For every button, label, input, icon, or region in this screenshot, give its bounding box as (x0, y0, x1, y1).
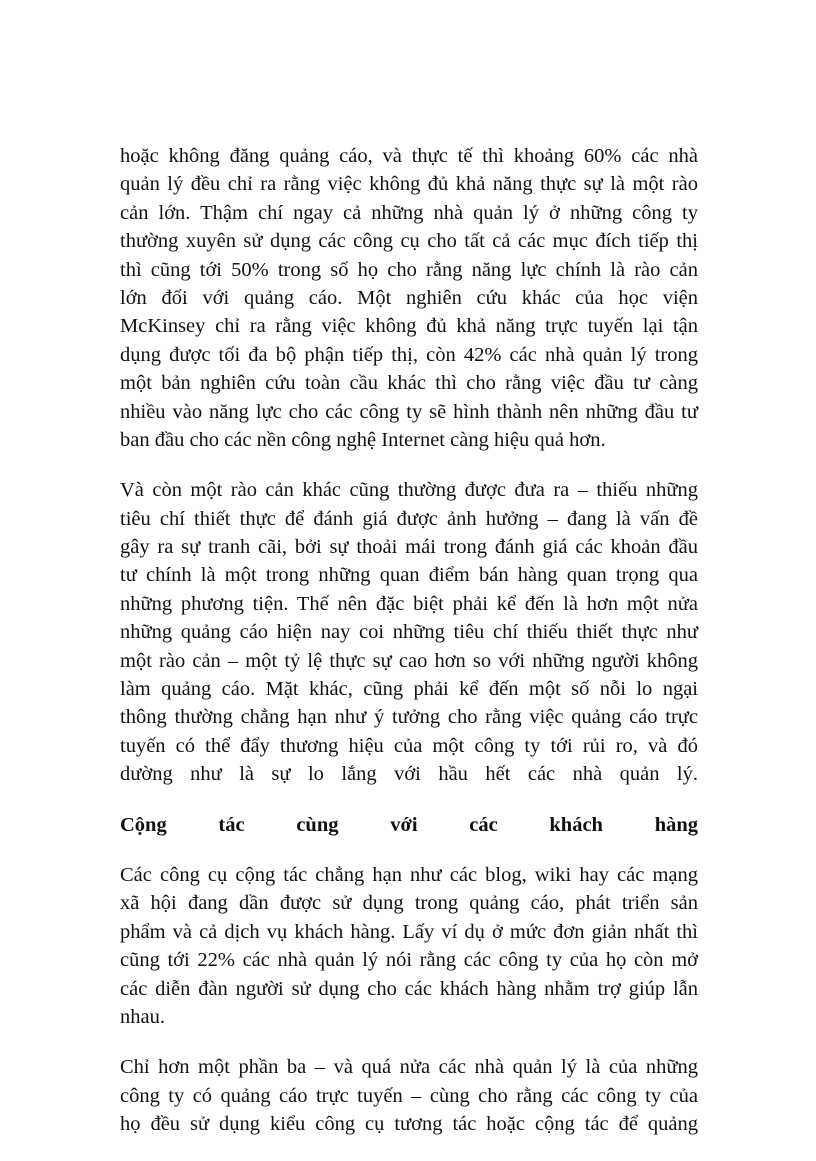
text-line: công ty có quảng cáo trực tuyến – cùng cho rằng các công ty của (120, 1084, 698, 1107)
section-heading (120, 811, 698, 839)
text-line: hoặc không đăng quảng cáo, và thực tế thì khoảng 60% các nhà (120, 145, 698, 167)
paragraph-1 (120, 142, 698, 454)
text-line: thông thường chẳng hạn như ý tưởng cho rằng việc quảng cáo trực (120, 706, 698, 729)
text-line: Và còn một rào cản khác cũng thường được đưa ra – thiếu những (120, 479, 698, 502)
text-line: thì cũng tới 50% trong số họ cho rằng năng lực chính là rào cản (120, 258, 698, 281)
text-line: Các công cụ cộng tác chẳng hạn như các blog, wiki hay các mạng (120, 863, 698, 886)
text-line: cản lớn. Thậm chí ngay cả những nhà quản lý ở những công ty (120, 201, 698, 224)
text-line: làm quảng cáo. Mặt khác, cũng phải kể đến một số nỗi lo ngại (120, 678, 698, 701)
text-line: McKinsey chỉ ra rằng việc không đủ khả năng trực tuyến lại tận (120, 315, 698, 338)
paragraph-3 (120, 861, 698, 1031)
text-line: tuyến có thể đẩy thương hiệu của một công ty tới rủi ro, và đó (120, 734, 698, 757)
text-line: các diễn đàn người sử dụng cho các khách hàng nhằm trợ giúp lẫn (120, 977, 698, 1000)
text-line: dường như là sự lo lắng với hầu hết các nhà quản lý. (120, 763, 698, 786)
text-line: dụng được tối đa bộ phận tiếp thị, còn 42% các nhà quản lý trong (120, 343, 698, 366)
text-line: gây ra sự tranh cãi, bởi sự thoải mái trong đánh giá các khoản đầu (120, 536, 698, 559)
text-line: phẩm và cả dịch vụ khách hàng. Lấy ví dụ ở mức đơn giản nhất thì (120, 920, 698, 943)
heading-text: Cộng tác cùng với các khách hàng (120, 813, 698, 836)
text-line: họ đều sử dụng kiểu công cụ tương tác hoặc cộng tác để quảng (120, 1113, 698, 1136)
text-line: ban đầu cho các nền công nghệ Internet càng hiệu quả hơn. (120, 428, 606, 451)
text-line: một rào cản – một tỷ lệ thực sự cao hơn so với những người không (120, 649, 698, 672)
text-line: Chỉ hơn một phần ba – và quá nửa các nhà quản lý là của những (120, 1056, 698, 1079)
text-line: nhiều vào năng lực cho các công ty sẽ hình thành nên những đầu tư (120, 400, 698, 423)
text-line: thường xuyên sử dụng các công cụ cho tất cả các mục đích tiếp thị (120, 230, 698, 253)
text-line: quản lý đều chỉ ra rằng việc không đủ khả năng thực sự là một rào (120, 173, 698, 196)
paragraph-4 (120, 1053, 698, 1138)
text-line: lớn đối với quảng cáo. Một nghiên cứu khác của học viện (120, 286, 698, 309)
text-line: tư chính là một trong những quan điểm bán hàng quan trọng qua (120, 564, 698, 587)
text-line: tiêu chí thiết thực để đánh giá được ảnh hưởng – đang là vấn đề (120, 507, 698, 530)
paragraph-2 (120, 476, 698, 788)
text-line: nhau. (120, 1005, 165, 1028)
text-line: những phương tiện. Thế nên đặc biệt phải kể đến là hơn một nửa (120, 592, 698, 615)
text-line: cũng tới 22% các nhà quản lý nói rằng các công ty của họ còn mở (120, 949, 698, 972)
document-page (120, 142, 698, 1161)
text-line: xã hội đang dần được sử dụng trong quảng cáo, phát triển sản (120, 892, 698, 915)
text-line: một bản nghiên cứu toàn cầu khác thì cho rằng việc đầu tư càng (120, 372, 698, 395)
text-line: những quảng cáo hiện nay coi những tiêu chí thiếu thiết thực như (120, 621, 698, 644)
